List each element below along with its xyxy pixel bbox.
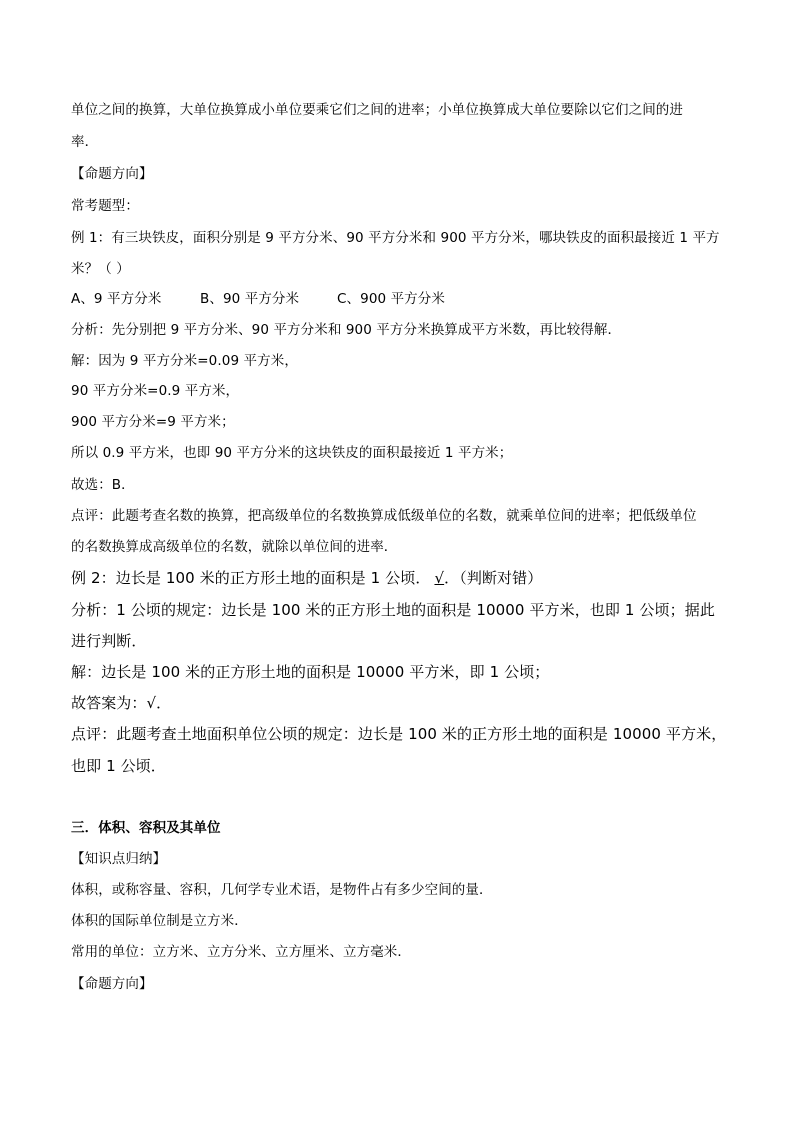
- comment-text: 的名数换算成高级单位的名数，就除以单位间的进率．: [71, 539, 398, 555]
- option-b: B、90 平方分米: [200, 291, 300, 307]
- text-line: 率．: [71, 134, 99, 150]
- comment-text: 点评：此题考查名数的换算，把高级单位的名数换算成低级单位的名数，就乘单位间的进率；把低级单位: [71, 508, 697, 524]
- text-line: 米？（ ）: [71, 261, 130, 277]
- solution-text: 解：因为 9 平方分米=0.09 平方米，: [71, 353, 298, 369]
- section-heading: 【知识点归纳】: [71, 851, 167, 867]
- section-heading: 【命题方向】: [71, 976, 153, 992]
- section-heading: 【命题方向】: [71, 166, 153, 182]
- example-2-question: [71, 567, 542, 589]
- example-2-text: 例 2：边长是 100 米的正方形土地的面积是 1 公顷．: [71, 569, 431, 587]
- text-line: 单位之间的换算，大单位换算成小单位要乘它们之间的进率；小单位换算成大单位要除以它们之间的进: [71, 102, 683, 118]
- answer-text: 故选：B．: [71, 477, 135, 493]
- solution-text: 所以 0.9 平方米，也即 90 平方分米的这块铁皮的面积最接近 1 平方米；: [71, 445, 513, 461]
- solution-text: 90 平方分米=0.9 平方米，: [71, 383, 240, 399]
- example-1-question: 例 1：有三块铁皮，面积分别是 9 平方分米、90 平方分米和 900 平方分米，哪块铁皮的面积最接近 1 平方: [71, 230, 720, 246]
- text-line: 进行判断．: [71, 632, 147, 650]
- text-line: 常用的单位：立方米、立方分米、立方厘米、立方毫米．: [71, 944, 411, 960]
- answer-text: 故答案为：√．: [71, 694, 172, 712]
- option-c: C、900 平方分米: [337, 291, 445, 307]
- section-title: 三．体积、容积及其单位: [71, 820, 221, 836]
- text-line: 常考题型：: [71, 198, 139, 214]
- text-line: 体积的国际单位制是立方米．: [71, 913, 248, 929]
- solution-text: 解：边长是 100 米的正方形土地的面积是 10000 平方米，即 1 公顷；: [71, 663, 550, 681]
- comment-text: 也即 1 公顷．: [71, 757, 166, 775]
- analysis-text: 分析：1 公顷的规定：边长是 100 米的正方形土地的面积是 10000 平方米，也即 1 公顷；据此: [71, 601, 715, 619]
- option-a: A、9 平方分米: [71, 291, 162, 307]
- text-line: 体积，或称容量、容积，几何学专业术语，是物件占有多少空间的量．: [71, 882, 493, 898]
- solution-text: 900 平方分米=9 平方米；: [71, 414, 235, 430]
- example-2-suffix: ．（判断对错）: [444, 569, 543, 587]
- comment-text: 点评：此题考查土地面积单位公顷的规定：边长是 100 米的正方形土地的面积是 10000 平方米，: [71, 725, 727, 743]
- checkmark-answer: √: [434, 569, 445, 587]
- analysis-text: 分析：先分别把 9 平方分米、90 平方分米和 900 平方分米换算成平方米数，再比较得解．: [71, 322, 622, 338]
